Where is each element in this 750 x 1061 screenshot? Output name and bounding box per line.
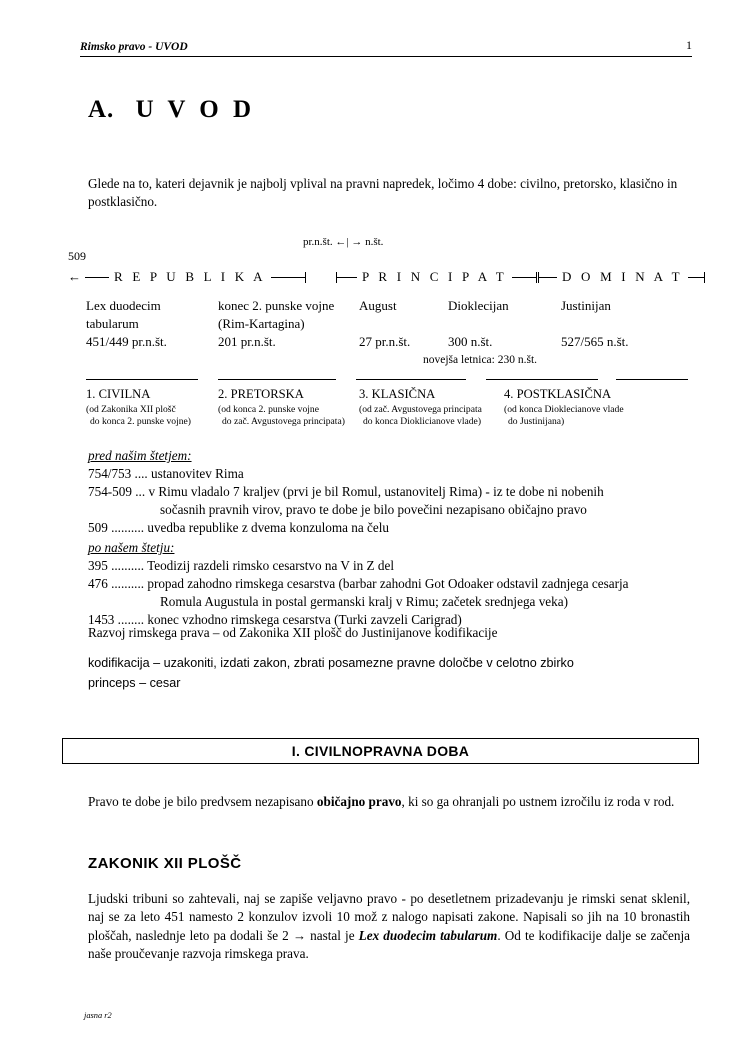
phase-3-sub1: (od zač. Avgustovega principata <box>359 404 482 415</box>
novejsa-letnica-note: novejša letnica: 230 n.št. <box>423 354 538 366</box>
col3-line1: August <box>359 298 397 313</box>
title-word: U V O D <box>135 96 256 123</box>
col2-line2: (Rim-Kartagina) <box>218 316 305 331</box>
chronology-ad-label: po našem štetju: <box>88 539 175 555</box>
timeline-bar-principat <box>336 269 537 285</box>
chronology-bc-label: pred našim štetjem: <box>88 448 192 463</box>
phase-pretorska <box>218 387 345 428</box>
col5-line1: Justinijan <box>561 298 611 313</box>
col4-date: 300 n.št. <box>448 334 493 349</box>
phase-civilna <box>86 387 191 428</box>
col2-date: 201 pr.n.št. <box>218 334 276 349</box>
page-number: 1 <box>686 38 692 52</box>
bar-label-principat: P R I N C I P A T <box>362 269 507 284</box>
page-title <box>88 96 255 124</box>
title-letter: A. <box>88 96 115 123</box>
timeline-bars <box>68 269 688 287</box>
phase-divider-1 <box>86 379 198 380</box>
intro-paragraph: Glede na to, kateri dejavnik je najbolj vplival na pravni napredek, ločimo 4 dobe: civilno, pretorsko, klasično in postklasično. <box>88 176 678 210</box>
subsection-heading: ZAKONIK XII PLOŠČ <box>88 855 242 872</box>
chronology-entry: 395 .......... Teodizij razdeli rimsko cesarstvo na V in Z del <box>88 557 394 573</box>
phase-4-sub1: (od konca Dioklecianove vlade <box>504 404 624 415</box>
chronology-entry: 754-509 ... v Rimu vladalo 7 kraljev (prvi je bil Romul, ustanovitelj Rima) - iz te dobe ni nobenih <box>88 483 604 499</box>
col1-line2: tabularum <box>86 316 139 331</box>
phase-divider-3 <box>356 379 466 380</box>
section-intro-prefix: Pravo te dobe je bilo predvsem nezapisano <box>88 794 317 809</box>
chronology-entry: 509 .......... uvedba republike z dvema konzuloma na čelu <box>88 519 390 535</box>
page-header <box>80 38 692 53</box>
phase-1-sub1: (od Zakonika XII plošč <box>86 404 176 415</box>
section-banner-label: I. CIVILNOPRAVNA DOBA <box>291 743 470 759</box>
col4-line1: Dioklecijan <box>448 298 509 313</box>
left-arrow-icon: ← <box>68 269 81 284</box>
phase-2-sub2: do zač. Avgustovega principata) <box>222 415 345 427</box>
kodifikacija-definition: kodifikacija – uzakoniti, izdati zakon, zbrati posamezne pravne določbe v celotno zbirko <box>88 656 574 670</box>
section-banner <box>62 738 699 764</box>
chronology-list <box>88 445 688 629</box>
phase-klasicna <box>359 387 482 428</box>
header-divider <box>80 56 692 57</box>
header-title: Rimsko pravo - UVOD <box>80 41 188 53</box>
chronology-entry: 754/753 .... ustanovitev Rima <box>88 465 244 481</box>
subsection-body-paragraph <box>88 890 690 964</box>
body-text-part2: . Od te kodifikacije dalje se začenja naše proučevanje razvoja rimskega prava. <box>88 927 690 962</box>
chronology-entry-continuation: Romula Augustula in postal germanski kralj v Rimu; začetek srednjega veka) <box>160 593 568 609</box>
phase-4-title: 4. POSTKLASIČNA <box>504 387 612 401</box>
col2-line1: konec 2. punske vojne <box>218 298 335 313</box>
bar-label-dominat: D O M I N A T <box>562 269 683 284</box>
phase-divider-2 <box>218 379 336 380</box>
timeline-columns <box>86 298 688 356</box>
section-intro-highlight: običajno pravo <box>316 794 402 809</box>
princeps-definition: princeps – cesar <box>88 676 181 690</box>
bar-label-republika: R E P U B L I K A <box>114 269 266 284</box>
col3-date: 27 pr.n.št. <box>359 334 411 349</box>
chronology-entry: 476 .......... propad zahodno rimskega cesarstva (barbar zahodni Got Odoaker odstavil zadnjega cesarja <box>88 575 629 591</box>
col1-line1: Lex duodecim <box>86 298 161 313</box>
timeline-bar-republika <box>68 269 306 285</box>
phase-divider-5 <box>616 379 688 380</box>
phase-4-sub2: do Justinijana) <box>508 415 565 427</box>
phase-1-sub2: do konca 2. punske vojne) <box>90 415 191 427</box>
phase-divider-4 <box>486 379 598 380</box>
timeline-row-line1 <box>86 298 688 316</box>
timeline-bar-dominat <box>538 269 705 285</box>
phase-2-title: 2. PRETORSKA <box>218 387 304 401</box>
section-intro-paragraph <box>88 793 690 811</box>
lex-duodecim-tabularum-emphasis: Lex duodecim tabularum <box>358 927 498 943</box>
phase-postklasicna <box>504 387 624 428</box>
phase-1-title: 1. CIVILNA <box>86 387 151 401</box>
chronology-entry-continuation: sočasnih pravnih virov, pravo te dobe je bilo povečini nezapisano običajno pravo <box>160 501 587 517</box>
phase-3-sub2: do konca Dioklicianove vlade) <box>363 415 482 427</box>
page-footer: jasna r2 <box>84 1011 112 1020</box>
timeline-year-marker: 509 <box>68 249 86 263</box>
chronology-entry: 1453 ........ konec vzhodno rimskega cesarstva (Turki zavzeli Carigrad) <box>88 611 462 627</box>
razvoj-paragraph: Razvoj rimskega prava – od Zakonika XII plošč do Justinijanove kodifikacije <box>88 625 498 640</box>
section-intro-suffix: , ki so ga ohranjali po ustnem izročilu iz roda v rod. <box>401 794 675 809</box>
era-note: pr.n.št. ←| → n.št. <box>303 236 384 248</box>
phase-2-sub1: (od konca 2. punske vojne <box>218 404 319 415</box>
col5-date: 527/565 n.št. <box>561 334 629 349</box>
timeline-row-dates <box>86 334 688 356</box>
timeline-row-line2 <box>86 316 688 334</box>
body-text-part1: Ljudski tribuni so zahtevali, naj se zapiše veljavno pravo - po desetletnem prizadevanju je rimski senat sklenil, naj se za leto 451 namesto 2 konzulov izvoli 10 mož z nalogo napisati zakone. Napisali so jih na 10 bronastih ploščah, naslednje leto pa dodali še 2 → nastal je <box>88 891 690 943</box>
phase-3-title: 3. KLASIČNA <box>359 387 436 401</box>
col1-date: 451/449 pr.n.št. <box>86 334 167 349</box>
